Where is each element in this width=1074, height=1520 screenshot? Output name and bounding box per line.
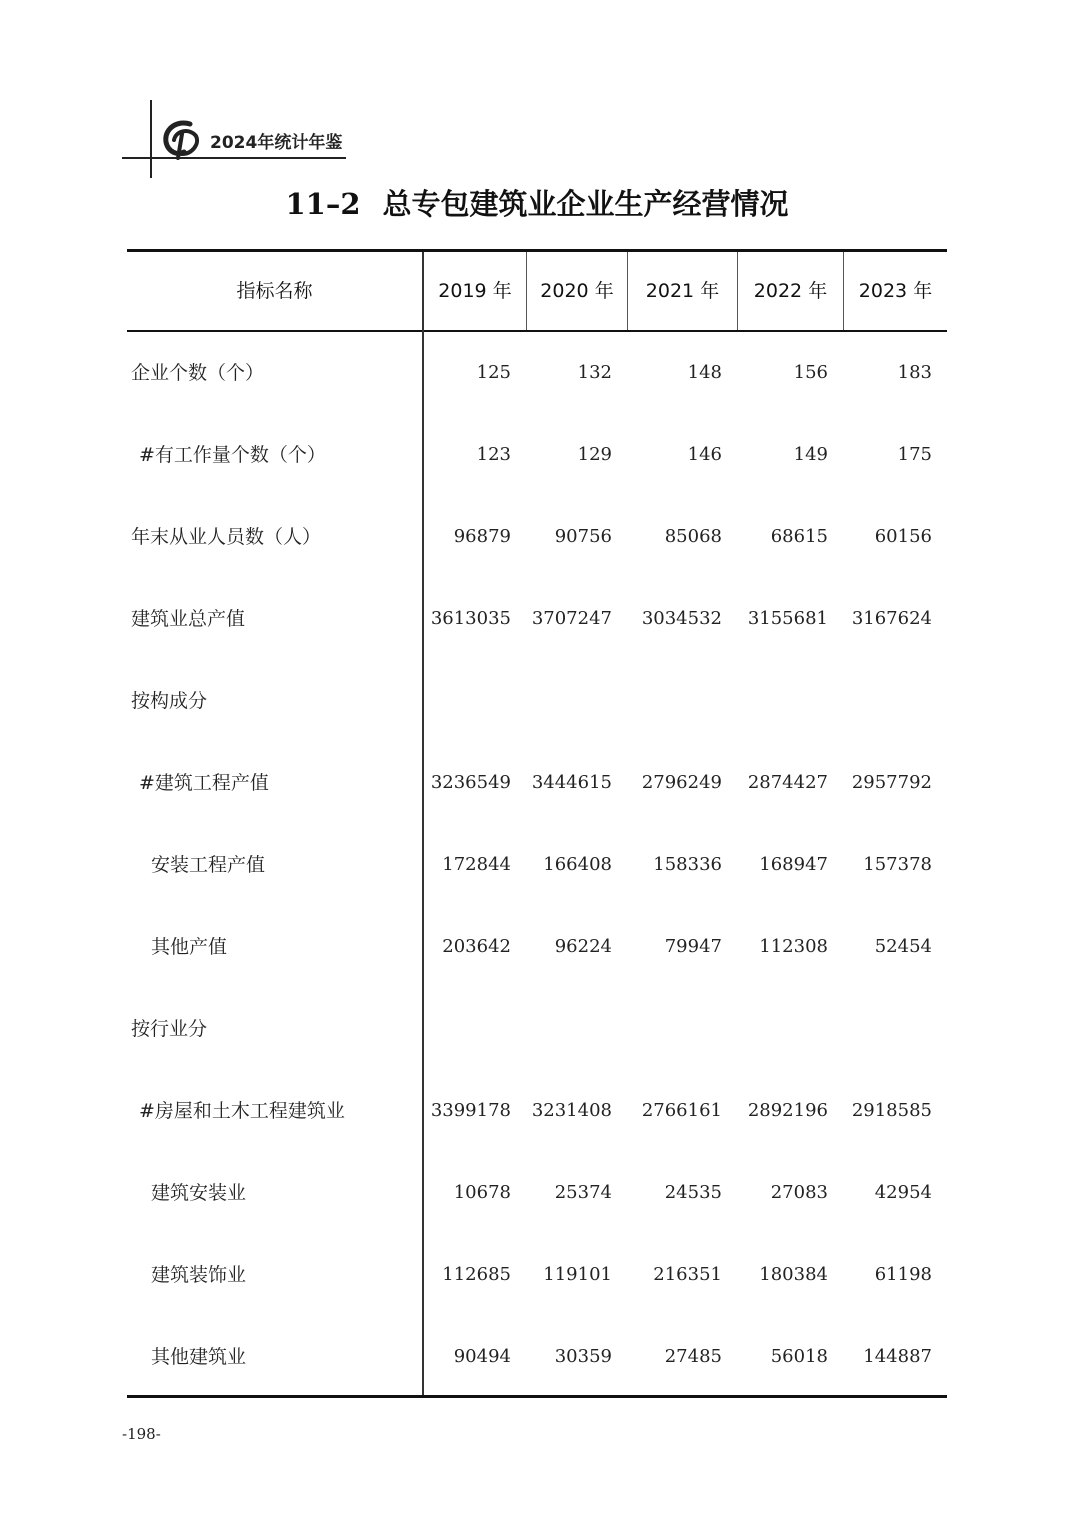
row-value-cell: 3231408 bbox=[531, 1100, 612, 1121]
yearbook-header bbox=[122, 100, 352, 180]
row-value-cell: 3444615 bbox=[531, 772, 612, 793]
row-label: 其他建筑业 bbox=[151, 1346, 247, 1368]
table-row bbox=[127, 742, 947, 824]
column-header-2021: 2021 年 bbox=[645, 280, 720, 302]
row-value-cell: 172844 bbox=[442, 854, 511, 875]
row-value-cell: 96224 bbox=[554, 936, 612, 957]
row-value-cell bbox=[812, 988, 932, 1070]
table-row bbox=[127, 988, 947, 1070]
column-header-2023: 2023 年 bbox=[858, 280, 933, 302]
row-value-cell: 175 bbox=[897, 444, 932, 465]
page-number: -198- bbox=[122, 1425, 161, 1443]
row-value-cell: 3167624 bbox=[851, 608, 932, 629]
table-row bbox=[127, 496, 947, 578]
row-value-cell: 68615 bbox=[770, 526, 828, 547]
row-value-cell: 2918585 bbox=[851, 1100, 932, 1121]
row-value-cell: 56018 bbox=[770, 1346, 828, 1367]
row-value-cell: 144887 bbox=[863, 1346, 932, 1367]
row-value-cell: 203642 bbox=[442, 936, 511, 957]
table-row bbox=[127, 578, 947, 660]
row-value-cell: 168947 bbox=[759, 854, 828, 875]
row-value-cell: 42954 bbox=[874, 1182, 932, 1203]
table-number: 11–2 bbox=[285, 187, 361, 221]
row-value-cell: 129 bbox=[577, 444, 612, 465]
table-row bbox=[127, 660, 947, 742]
row-value-cell: 3155681 bbox=[747, 608, 828, 629]
table-row bbox=[127, 332, 947, 414]
yearbook-logo-icon bbox=[160, 118, 202, 160]
row-value-cell: 3399178 bbox=[430, 1100, 511, 1121]
column-header-2020: 2020 年 bbox=[540, 280, 614, 302]
row-value-cell: 216351 bbox=[653, 1264, 722, 1285]
row-value-cell: 61198 bbox=[874, 1264, 932, 1285]
row-value-cell: 3707247 bbox=[531, 608, 612, 629]
row-label: #房屋和土木工程建筑业 bbox=[139, 1100, 345, 1122]
row-value-cell: 25374 bbox=[554, 1182, 612, 1203]
row-value-cell bbox=[492, 988, 612, 1070]
row-value-cell: 79947 bbox=[664, 936, 722, 957]
row-value-cell: 30359 bbox=[554, 1346, 612, 1367]
row-value-cell: 96879 bbox=[453, 526, 511, 547]
row-label: 其他产值 bbox=[151, 936, 228, 958]
row-label: 按行业分 bbox=[131, 1018, 208, 1040]
row-value-cell bbox=[602, 988, 722, 1070]
table-row bbox=[127, 1234, 947, 1316]
row-value-cell: 183 bbox=[897, 362, 932, 383]
row-value-cell: 90494 bbox=[453, 1346, 511, 1367]
row-value-cell: 24535 bbox=[664, 1182, 722, 1203]
row-value-cell: 2892196 bbox=[747, 1100, 828, 1121]
row-label: 建筑装饰业 bbox=[151, 1264, 247, 1286]
row-value-cell: 3236549 bbox=[430, 772, 511, 793]
row-value-cell: 123 bbox=[476, 444, 511, 465]
row-label: 按构成分 bbox=[131, 690, 208, 712]
row-value-cell: 2796249 bbox=[641, 772, 722, 793]
row-label: 建筑安装业 bbox=[151, 1182, 247, 1204]
row-value-cell: 119101 bbox=[543, 1264, 612, 1285]
row-value-cell: 10678 bbox=[453, 1182, 511, 1203]
table-row bbox=[127, 414, 947, 496]
row-label: 年末从业人员数（人） bbox=[131, 526, 322, 548]
table-title-text: 总专包建筑业企业生产经营情况 bbox=[382, 187, 789, 221]
row-value-cell: 3034532 bbox=[641, 608, 722, 629]
column-header-indicator: 指标名称 bbox=[236, 280, 313, 302]
table-row bbox=[127, 1316, 947, 1398]
row-value-cell: 85068 bbox=[664, 526, 722, 547]
row-label: 建筑业总产值 bbox=[131, 608, 246, 630]
row-value-cell: 3613035 bbox=[430, 608, 511, 629]
row-value-cell bbox=[492, 660, 612, 742]
row-value-cell bbox=[812, 660, 932, 742]
table-row bbox=[127, 824, 947, 906]
row-value-cell: 112685 bbox=[442, 1264, 511, 1285]
row-value-cell: 166408 bbox=[543, 854, 612, 875]
row-value-cell: 27485 bbox=[664, 1346, 722, 1367]
row-value-cell: 146 bbox=[687, 444, 722, 465]
row-label: 安装工程产值 bbox=[151, 854, 266, 876]
row-value-cell bbox=[708, 988, 828, 1070]
column-header-2022: 2022 年 bbox=[753, 280, 828, 302]
row-value-cell bbox=[708, 660, 828, 742]
table-title bbox=[0, 182, 1074, 223]
column-header-2019: 2019 年 bbox=[438, 280, 512, 302]
row-value-cell: 90756 bbox=[554, 526, 612, 547]
row-value-cell: 125 bbox=[476, 362, 511, 383]
yearbook-label: 2024年统计年鉴 bbox=[210, 133, 343, 153]
row-label: #有工作量个数（个） bbox=[139, 444, 326, 466]
header-vertical-rule bbox=[150, 100, 152, 178]
row-label: #建筑工程产值 bbox=[139, 772, 269, 794]
row-value-cell bbox=[602, 660, 722, 742]
row-value-cell: 2957792 bbox=[851, 772, 932, 793]
row-value-cell: 112308 bbox=[759, 936, 828, 957]
row-value-cell: 2874427 bbox=[747, 772, 828, 793]
row-value-cell: 27083 bbox=[770, 1182, 828, 1203]
row-value-cell: 157378 bbox=[863, 854, 932, 875]
row-value-cell: 60156 bbox=[874, 526, 932, 547]
row-value-cell: 52454 bbox=[874, 936, 932, 957]
row-label: 企业个数（个） bbox=[131, 362, 265, 384]
header-horizontal-rule bbox=[122, 157, 346, 159]
row-value-cell: 2766161 bbox=[641, 1100, 722, 1121]
row-value-cell: 158336 bbox=[653, 854, 722, 875]
row-value-cell: 180384 bbox=[759, 1264, 828, 1285]
row-value-cell: 132 bbox=[577, 362, 612, 383]
row-value-cell: 148 bbox=[687, 362, 722, 383]
table-row bbox=[127, 1152, 947, 1234]
row-value-cell: 149 bbox=[793, 444, 828, 465]
table-row bbox=[127, 1070, 947, 1152]
row-value-cell: 156 bbox=[793, 362, 828, 383]
table-row bbox=[127, 906, 947, 988]
